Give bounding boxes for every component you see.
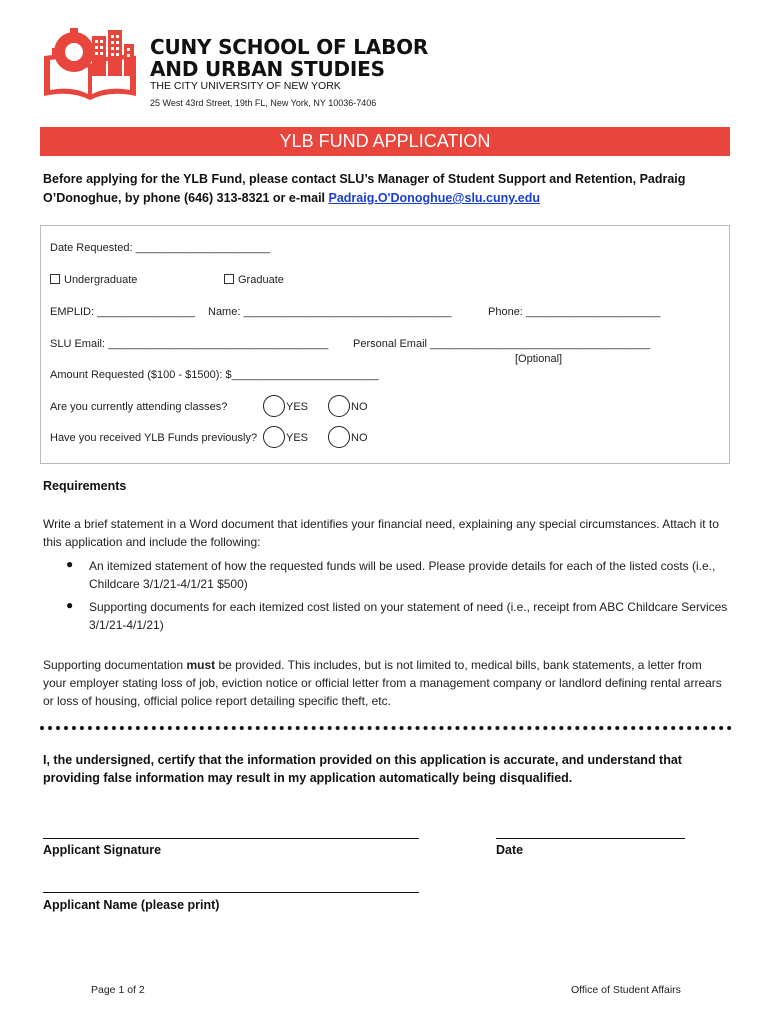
office-name: Office of Student Affairs [571,984,681,996]
applicant-name-label: Applicant Name (please print) [43,898,220,912]
certification-statement: I, the undersigned, certify that the information provided on this application is accurate, and understand that providing false information may result in my application automatically being disqualified. [43,753,682,785]
application-form [40,225,730,464]
name-field[interactable]: Name: __________________________________ [208,306,452,318]
cuny-slu-logo-icon [40,26,140,100]
bullet-marker: ● [66,557,74,571]
undergraduate-checkbox[interactable] [50,274,60,284]
date-line[interactable] [496,838,685,839]
dotted-divider [40,726,732,730]
page-number: Page 1 of 2 [91,984,145,996]
amount-requested-field[interactable]: Amount Requested ($100 - $1500): $________________________ [50,369,379,381]
phone-field[interactable]: Phone: ______________________ [488,306,661,318]
address: 25 West 43rd Street, 19th FL, New York, NY 10036-7406 [150,98,377,108]
received-yes-radio[interactable] [263,426,285,448]
requirement-bullet-1: An itemized statement of how the requested funds will be used. Please provide details for each of the listed costs (i.e., Childcare 3/1/21-4/1/21 $500) [89,559,716,591]
undergraduate-option[interactable] [50,274,137,286]
name-line[interactable] [43,892,419,893]
requirement-bullet-2: Supporting documents for each itemized cost listed on your statement of need (i.e., receipt from ABC Childcare Services 3/1/21-4/1/21) [89,600,728,632]
attending-no-label: NO [351,401,368,413]
attending-question: Are you currently attending classes? [50,401,228,413]
attending-no-radio[interactable] [328,395,350,417]
date-requested-field[interactable]: Date Requested: ______________________ [50,242,271,254]
supporting-docs-post: be provided. This includes, but is not limited to, medical bills, bank statements, a letter from your employer stating loss of job, eviction notice or official letter from a management company or landlord defining rental arrears or loss of housing, official police report detailing specific theft, etc. [43,658,722,708]
supporting-docs-pre: Supporting documentation [43,658,187,672]
date-label: Date [496,843,524,857]
signature-line[interactable] [43,838,419,839]
received-no-label: NO [351,432,368,444]
supporting-docs-paragraph [43,656,723,710]
intro-text [43,170,733,208]
graduate-checkbox[interactable] [224,274,234,284]
applicant-signature-label: Applicant Signature [43,843,162,857]
contact-email-link[interactable]: Padraig.O'Donoghue@slu.cuny.edu [328,191,540,205]
emplid-field[interactable]: EMPLID: ________________ [50,306,195,318]
attending-yes-radio[interactable] [263,395,285,417]
undergraduate-label: Undergraduate [64,274,138,286]
university-name: THE CITY UNIVERSITY OF NEW YORK [150,80,341,92]
personal-email-field[interactable]: Personal Email ____________________________________ [353,338,651,350]
requirements-paragraph: Write a brief statement in a Word document that identifies your financial need, explaining any special circumstances. Attach it to this application and include the following: [43,517,719,549]
supporting-docs-must: must [186,658,216,672]
requirements-heading: Requirements [43,479,127,493]
page-title: YLB FUND APPLICATION [40,127,730,156]
intro-body: Before applying for the YLB Fund, please contact SLU’s Manager of Student Support and Retention, Padraig O’Donoghue, by phone (646) 313-8321 or e-mail [43,172,686,205]
school-name: CUNY SCHOOL OF LABOR AND URBAN STUDIES [150,35,429,81]
received-no-radio[interactable] [328,426,350,448]
received-yes-label: YES [286,432,309,444]
graduate-option[interactable] [224,274,284,286]
optional-note: [Optional] [515,353,563,365]
graduate-label: Graduate [238,274,284,286]
bullet-marker: ● [66,598,74,612]
attending-yes-label: YES [286,401,309,413]
received-question: Have you received YLB Funds previously? [50,432,258,444]
slu-email-field[interactable]: SLU Email: ____________________________________ [50,338,329,350]
